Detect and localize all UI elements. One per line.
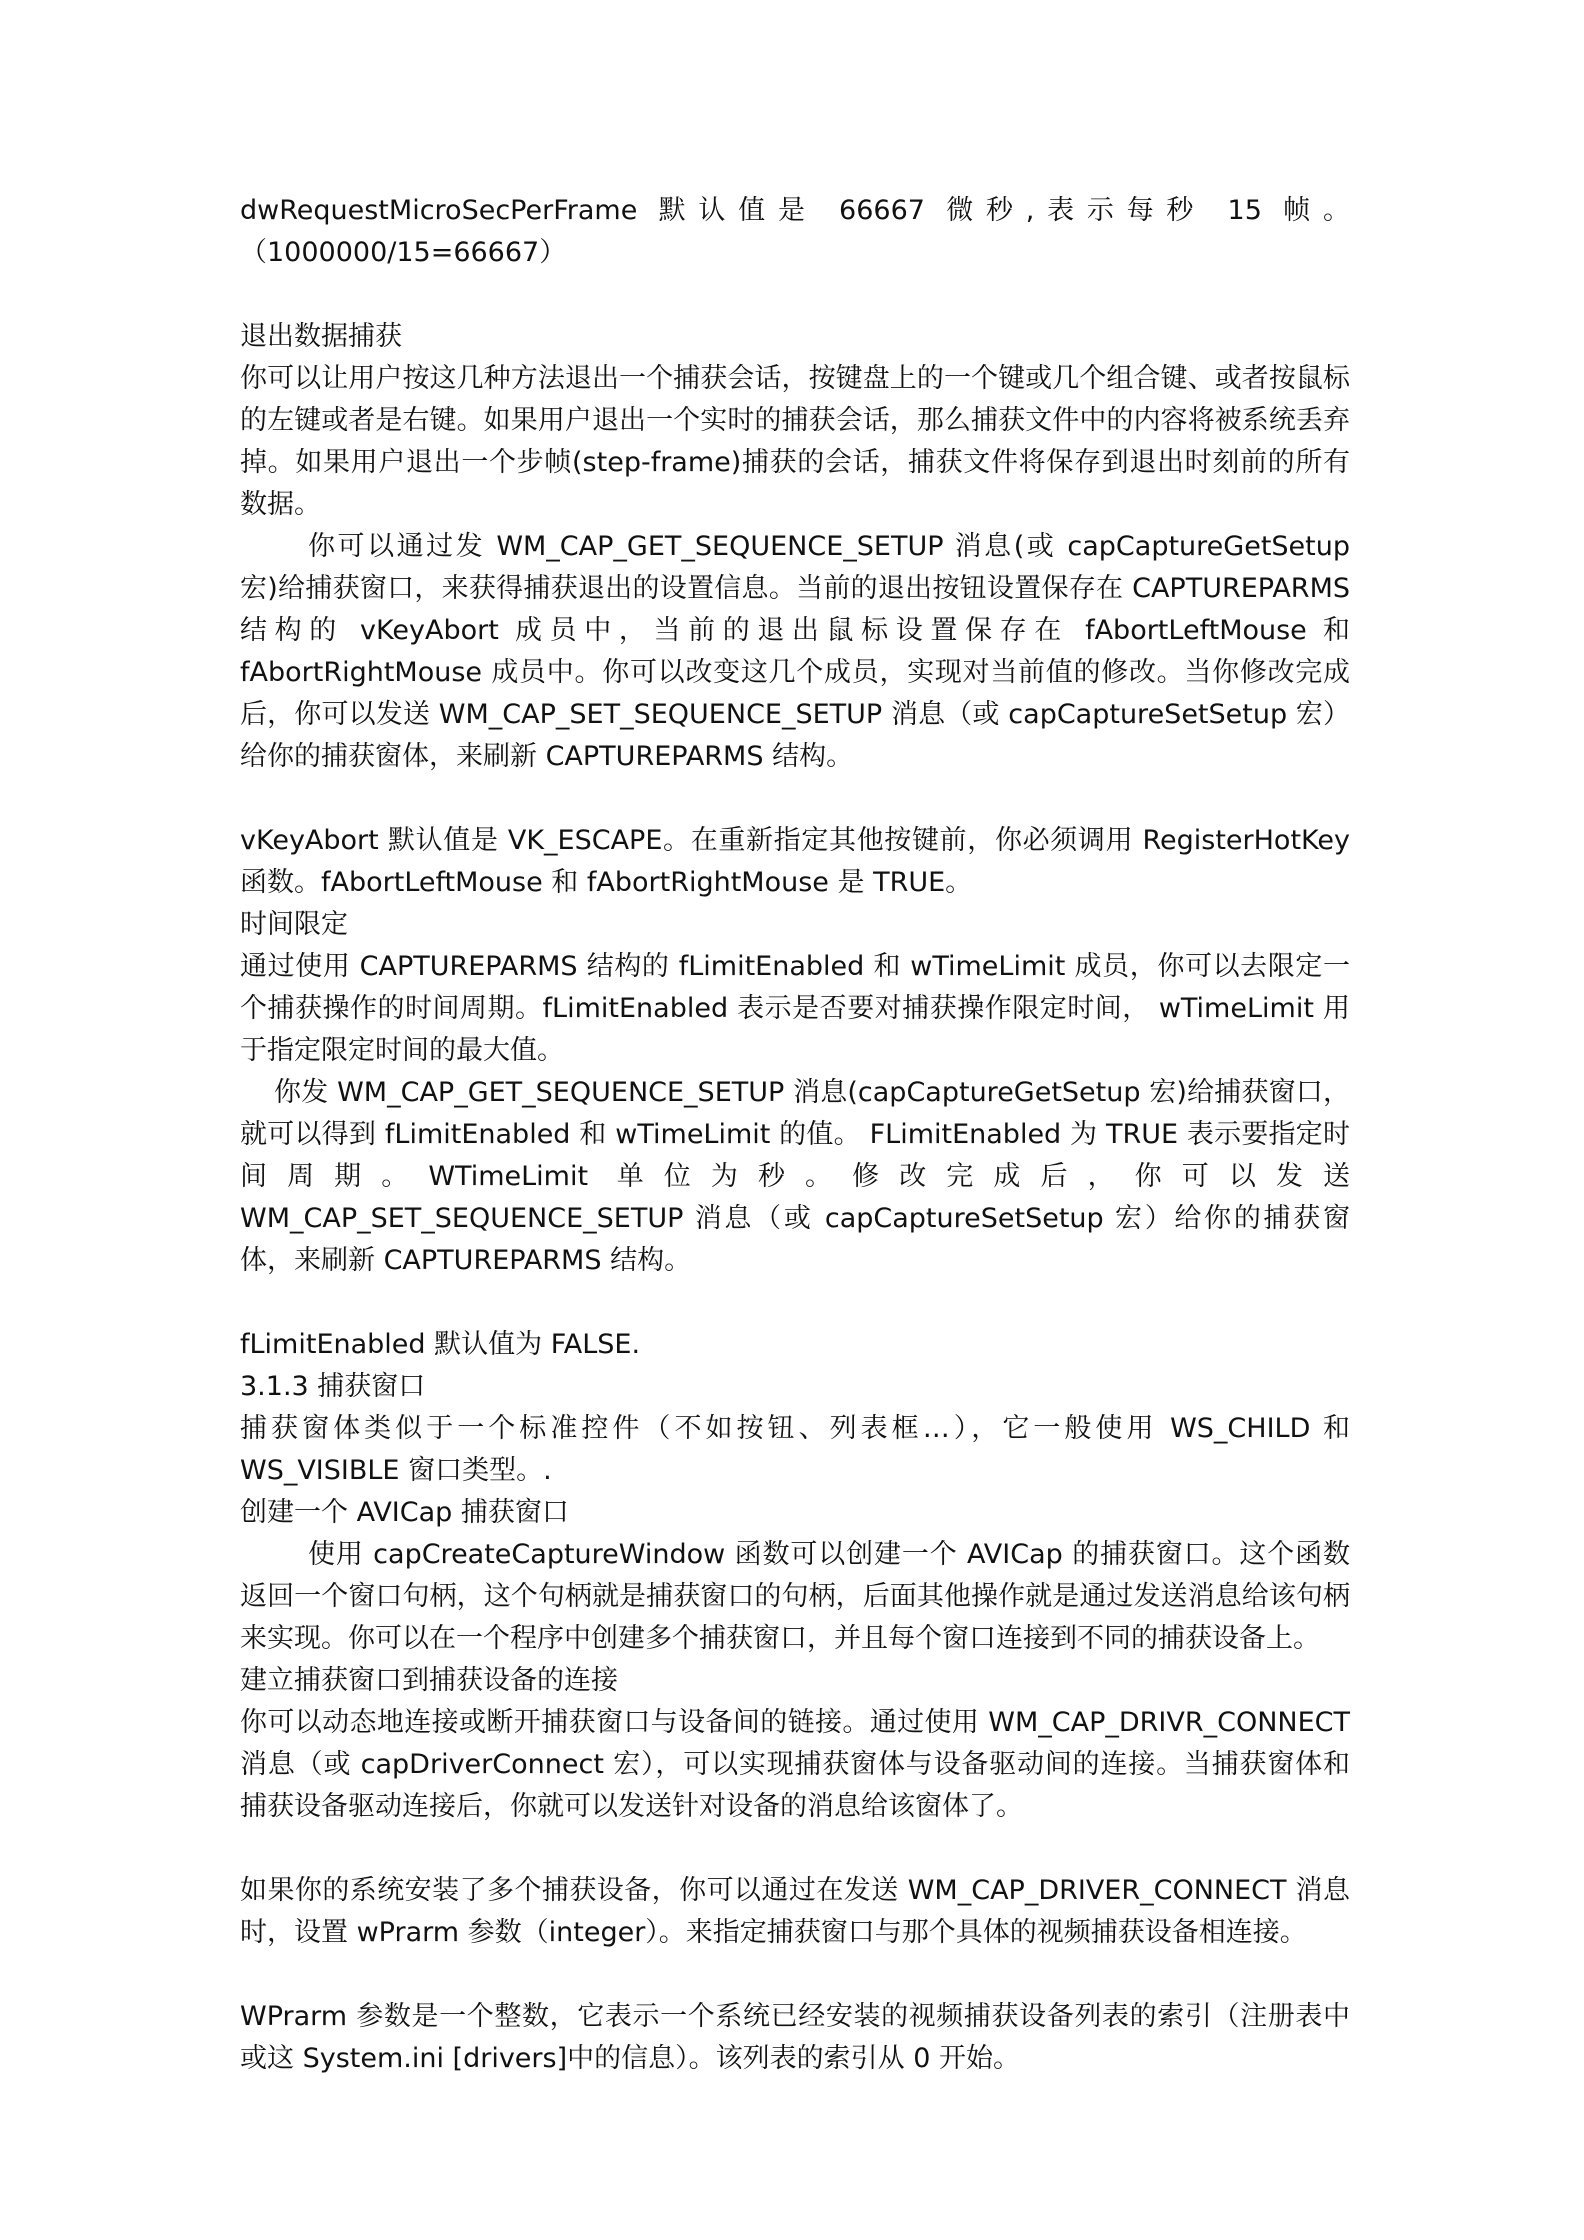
paragraph-create-window: 使用 capCreateCaptureWindow 函数可以创建一个 AVICap 的捕获窗口。这个函数返回一个窗口句柄，这个句柄就是捕获窗口的句柄，后面其他操作就是通过发送消息给该句柄来实现。你可以在一个程序中创建多个捕获窗口，并且每个窗口连接到不同的捕获设备上。 <box>240 1539 1350 1654</box>
paragraph-frame-rate-default: dwRequestMicroSecPerFrame 默认值是 66667 微秒,表示每秒 15 帧。（1000000/15=66667） <box>240 195 1350 268</box>
spacer <box>240 1282 1350 1324</box>
paragraph-exit-settings: 你可以通过发 WM_CAP_GET_SEQUENCE_SETUP 消息(或 capCaptureGetSetup 宏)给捕获窗口，来获得捕获退出的设置信息。当前的退出按钮设置保存在 CAPTUREPARMS 结构的 vKeyAbort 成员中，当前的退出鼠标设置保存在 fAbortLeftMouse 和 fAbortRightMouse 成员中。你可以改变这几个成员，实现对当前值的修改。当你修改完成后，你可以发送 WM_CAP_SET_SEQUENCE_SETUP 消息（或 capCaptureSetSetup 宏）给你的捕获窗体，来刷新 CAPTUREPARMS 结构。 <box>240 531 1350 772</box>
paragraph-time-limit-members: 通过使用 CAPTUREPARMS 结构的 fLimitEnabled 和 wTimeLimit 成员，你可以去限定一个捕获操作的时间周期。fLimitEnabled 表示是否要对捕获操作限定时间， wTimeLimit 用于指定限定时间的最大值。 <box>240 951 1350 1066</box>
spacer <box>240 1954 1350 1996</box>
paragraph-multiple-devices: 如果你的系统安装了多个捕获设备，你可以通过在发送 WM_CAP_DRIVER_CONNECT 消息时，设置 wPrarm 参数（integer）。来指定捕获窗口与那个具体的视频捕获设备相连接。 <box>240 1875 1350 1948</box>
document-body <box>240 190 1350 2080</box>
spacer <box>240 274 1350 316</box>
paragraph-vkeyabort-default: vKeyAbort 默认值是 VK_ESCAPE。在重新指定其他按键前，你必须调用 RegisterHotKey 函数。fAbortLeftMouse 和 fAbortRightMouse 是 TRUE。 <box>240 825 1350 898</box>
spacer <box>240 778 1350 820</box>
spacer <box>240 1828 1350 1870</box>
heading-exit-capture: 退出数据捕获 <box>240 321 402 352</box>
paragraph-exit-methods: 你可以让用户按这几种方法退出一个捕获会话，按键盘上的一个键或几个组合键、或者按鼠标的左键或者是右键。如果用户退出一个实时的捕获会话，那么捕获文件中的内容将被系统丢弃掉。如果用户退出一个步帧(step-frame)捕获的会话，捕获文件将保存到退出时刻前的所有数据。 <box>240 363 1350 520</box>
paragraph-wparam-index: WPrarm 参数是一个整数，它表示一个系统已经安装的视频捕获设备列表的索引（注册表中或这 System.ini [drivers]中的信息）。该列表的索引从 0 开始。 <box>240 2001 1350 2074</box>
heading-window-device-connection: 建立捕获窗口到捕获设备的连接 <box>240 1665 618 1696</box>
heading-capture-window: 3.1.3 捕获窗口 <box>240 1371 426 1402</box>
paragraph-driver-connect: 你可以动态地连接或断开捕获窗口与设备间的链接。通过使用 WM_CAP_DRIVR_CONNECT 消息（或 capDriverConnect 宏），可以实现捕获窗体与设备驱动间的连接。当捕获窗体和捕获设备驱动连接后，你就可以发送针对设备的消息给该窗体了。 <box>240 1707 1350 1822</box>
heading-create-avicap-window: 创建一个 AVICap 捕获窗口 <box>240 1497 569 1528</box>
heading-time-limit: 时间限定 <box>240 909 348 940</box>
paragraph-limit-enabled-default: fLimitEnabled 默认值为 FALSE. <box>240 1329 641 1360</box>
paragraph-time-limit-message: 你发 WM_CAP_GET_SEQUENCE_SETUP 消息(capCaptureGetSetup 宏)给捕获窗口，就可以得到 fLimitEnabled 和 wTimeLimit 的值。 FLimitEnabled 为 TRUE 表示要指定时间周期。WTimeLimit 单位为秒。修改完成后，你可以发送 WM_CAP_SET_SEQUENCE_SETUP 消息（或 capCaptureSetSetup 宏）给你的捕获窗体，来刷新 CAPTUREPARMS 结构。 <box>240 1077 1350 1276</box>
paragraph-capture-window-class: 捕获窗体类似于一个标准控件（不如按钮、列表框…），它一般使用 WS_CHILD 和 WS_VISIBLE 窗口类型。. <box>240 1413 1350 1486</box>
